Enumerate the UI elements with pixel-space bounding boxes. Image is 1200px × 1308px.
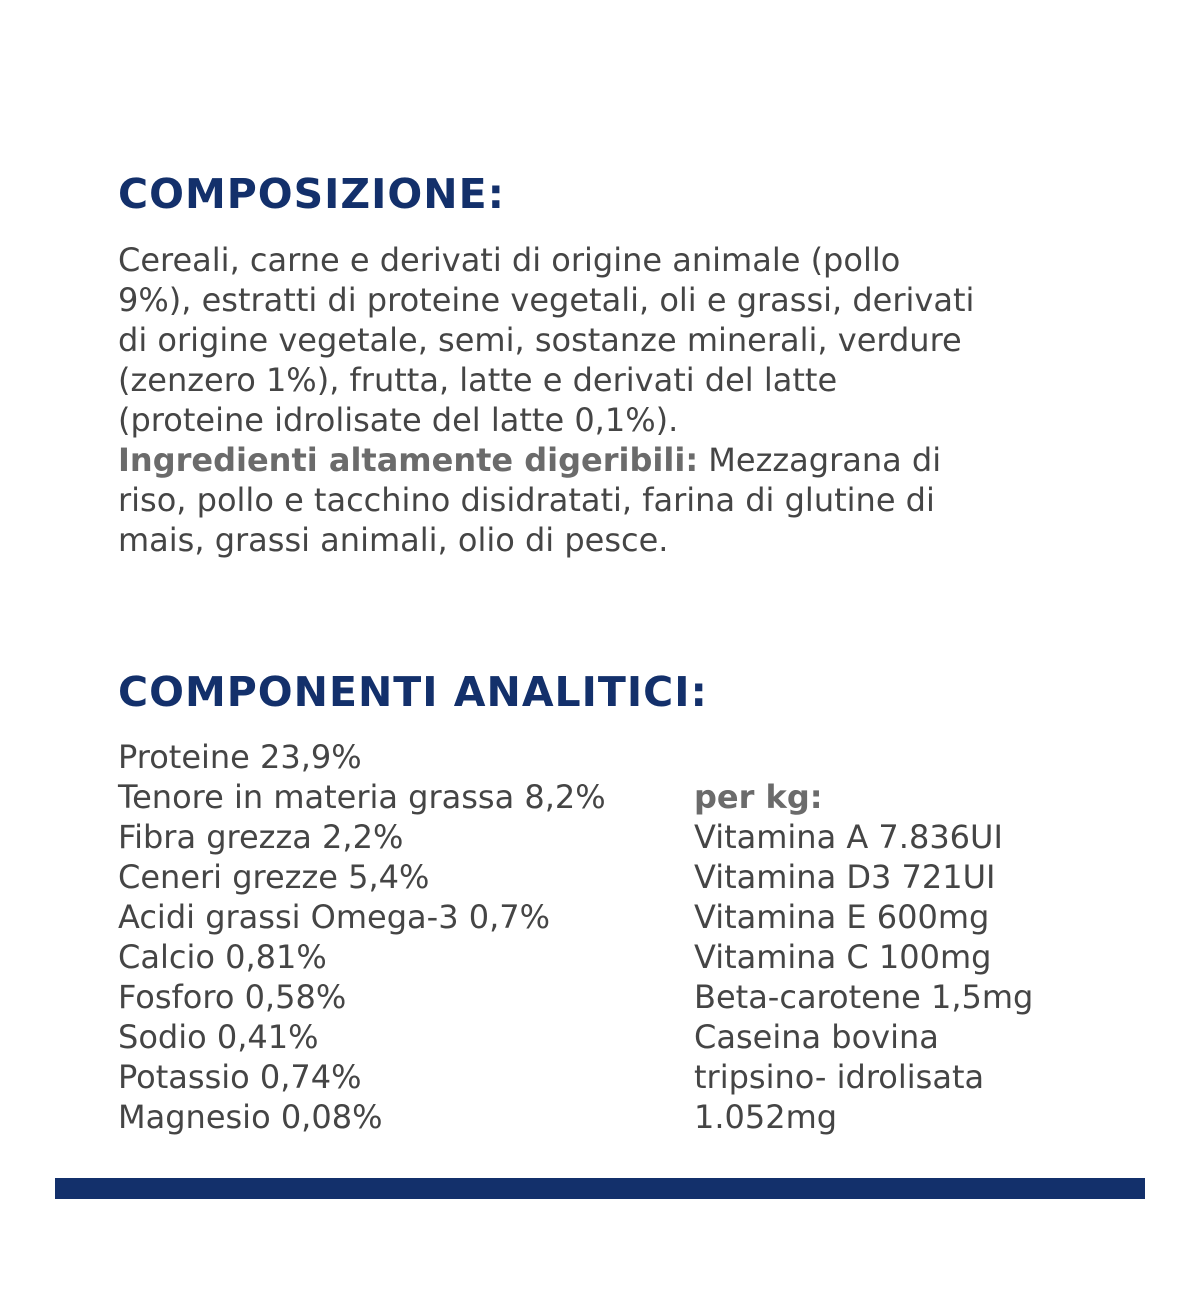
composizione-line: Cereali, carne e derivati di origine animale (pollo [118, 241, 901, 279]
composizione-line: (zenzero 1%), frutta, latte e derivati del latte [118, 361, 838, 399]
composizione-line: (proteine idrolisate del latte 0,1%). [118, 401, 679, 439]
list-item: Potassio 0,74% [118, 1058, 362, 1096]
list-item: Fosforo 0,58% [118, 978, 347, 1016]
list-item: Fibra grezza 2,2% [118, 818, 404, 856]
list-item: Vitamina D3 721UI [694, 858, 996, 896]
list-item: Vitamina E 600mg [694, 898, 990, 936]
digestible-ingredients-line [118, 440, 1138, 480]
bottom-divider-bar [55, 1178, 1145, 1199]
composizione-line: 9%), estratti di proteine vegetali, oli e grassi, derivati [118, 281, 975, 319]
digestible-ingredients-line: mais, grassi animali, olio di pesce. [118, 521, 669, 559]
list-item: Ceneri grezze 5,4% [118, 858, 430, 896]
list-item: Tenore in materia grassa 8,2% [118, 778, 606, 816]
list-item: Acidi grassi Omega-3 0,7% [118, 898, 551, 936]
digestible-ingredients-line: riso, pollo e tacchino disidratati, farina di glutine di [118, 481, 935, 519]
composizione-heading: COMPOSIZIONE: [118, 170, 505, 218]
list-item: Proteine 23,9% [118, 738, 362, 776]
list-item: Magnesio 0,08% [118, 1098, 383, 1136]
list-item: 1.052mg [694, 1098, 838, 1136]
analytical-components-list [118, 737, 606, 1137]
list-item: Sodio 0,41% [118, 1018, 319, 1056]
per-kg-label: per kg: [694, 778, 823, 816]
list-item: Vitamina C 100mg [694, 938, 992, 976]
list-item: tripsino- idrolisata [694, 1058, 985, 1096]
digestible-ingredients-label: Ingredienti altamente digeribili: [118, 441, 699, 479]
digestible-ingredients-text: Mezzagrana di [698, 441, 942, 479]
list-item: Vitamina A 7.836UI [694, 818, 1003, 856]
list-item: Caseina bovina [694, 1018, 939, 1056]
componenti-analitici-heading: COMPONENTI ANALITICI: [118, 668, 708, 716]
list-item: Calcio 0,81% [118, 938, 327, 976]
per-kg-list [694, 777, 1033, 1137]
composizione-line: di origine vegetale, semi, sostanze minerali, verdure [118, 321, 962, 359]
composizione-text [118, 240, 1138, 560]
list-item: Beta-carotene 1,5mg [694, 978, 1034, 1016]
